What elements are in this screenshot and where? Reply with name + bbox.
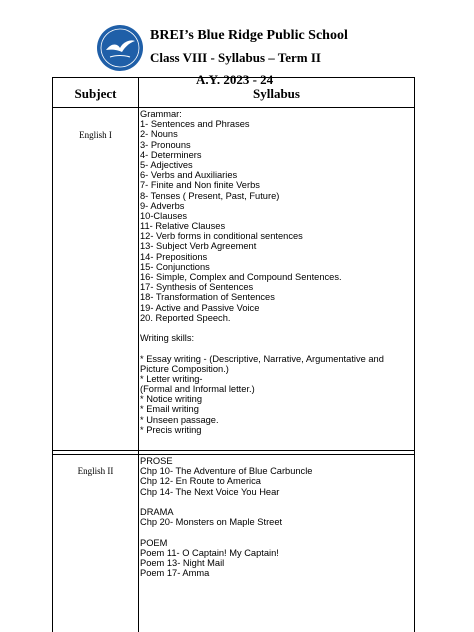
syllabus-line: (Formal and Informal letter.) (140, 384, 255, 395)
syllabus-line: 15- Conjunctions (140, 261, 210, 272)
syllabus-line: 6- Verbs and Auxiliaries (140, 170, 238, 181)
syllabus-line: 10-Clauses (140, 210, 188, 221)
syllabus-line: 12- Verb forms in conditional sentences (140, 231, 303, 242)
syllabus-line (140, 323, 414, 333)
syllabus-line: Grammar: (140, 109, 182, 119)
syllabus-line: Poem 13- Night Mail (140, 557, 225, 568)
syllabus-english-2 (140, 456, 414, 578)
syllabus-line: 4- Determiners (140, 149, 202, 160)
table-row (53, 108, 414, 451)
syllabus-line: * Essay writing - (Descriptive, Narrative, Argumentative and (140, 353, 384, 364)
syllabus-line: Chp 10- The Adventure of Blue Carbuncle (140, 466, 313, 477)
syllabus-line: Poem 17- Amma (140, 568, 210, 579)
syllabus-line: 1- Sentences and Phrases (140, 119, 250, 130)
header-subject: Subject (74, 86, 117, 101)
header-syllabus: Syllabus (253, 86, 300, 101)
syllabus-line: 8- Tenses ( Present, Past, Future) (140, 190, 280, 201)
syllabus-line: 7- Finite and Non finite Verbs (140, 180, 260, 191)
class-term: Class VIII - Syllabus – Term II (150, 50, 321, 65)
syllabus-line: * Unseen passage. (140, 414, 219, 425)
syllabus-line: 20. Reported Speech. (140, 312, 231, 323)
school-logo (96, 24, 144, 72)
table-row (53, 456, 414, 632)
syllabus-line (140, 343, 414, 353)
syllabus-line: 17- Synthesis of Sentences (140, 282, 254, 293)
syllabus-line: 5- Adjectives (140, 159, 193, 170)
syllabus-line: Chp 14- The Next Voice You Hear (140, 486, 280, 497)
academic-year: A.Y. 2023 - 24 (196, 72, 274, 87)
syllabus-line: Chp 12- En Route to America (140, 476, 261, 487)
table-header-row (53, 78, 414, 108)
subject-english-1: English I (79, 130, 112, 140)
syllabus-line: * Precis writing (140, 424, 202, 435)
syllabus-line: 2- Nouns (140, 129, 178, 140)
syllabus-line: 19- Active and Passive Voice (140, 302, 260, 313)
syllabus-line: PROSE (140, 456, 173, 466)
syllabus-line: 16- Simple, Complex and Compound Sentences. (140, 272, 342, 282)
syllabus-line: Picture Composition.) (140, 363, 229, 374)
row-separator (53, 451, 414, 455)
syllabus-english-1 (140, 109, 414, 435)
syllabus-line: * Email writing (140, 404, 199, 415)
syllabus-line: * Letter writing- (140, 373, 203, 384)
subject-english-2: English II (77, 466, 114, 476)
syllabus-line: 3- Pronouns (140, 139, 191, 150)
syllabus-line: Chp 20- Monsters on Maple Street (140, 517, 283, 528)
syllabus-line: * Notice writing (140, 394, 203, 405)
syllabus-line: POEM (140, 537, 168, 548)
syllabus-line: 11- Relative Clauses (140, 221, 226, 232)
syllabus-line: 9- Adverbs (140, 200, 185, 211)
syllabus-line: DRAMA (140, 506, 174, 517)
syllabus-line: 14- Prepositions (140, 251, 208, 262)
syllabus-table (52, 77, 415, 632)
syllabus-line: Writing skills: (140, 333, 195, 344)
school-name: BREI’s Blue Ridge Public School (150, 28, 348, 43)
syllabus-line: Poem 11- O Captain! My Captain! (140, 547, 279, 558)
syllabus-line (140, 527, 414, 537)
syllabus-line: 18- Transformation of Sentences (140, 292, 275, 303)
syllabus-line: 13- Subject Verb Agreement (140, 241, 257, 252)
syllabus-line (140, 497, 414, 507)
